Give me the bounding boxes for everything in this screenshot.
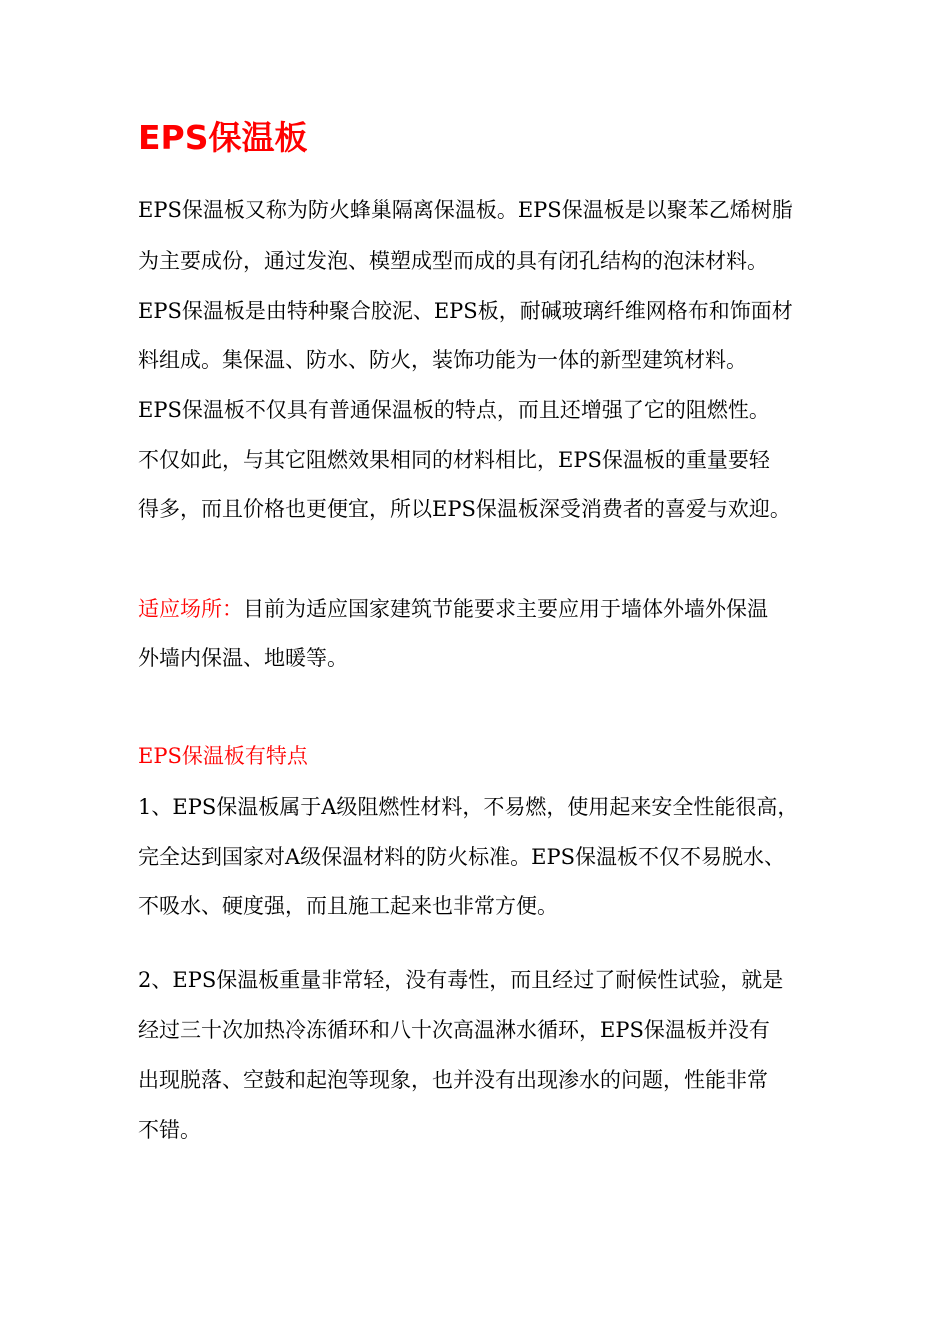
feature-1-line: 不吸水、硬度强，而且施工起来也非常方便。 — [138, 894, 558, 918]
usage-text: 目前为适应国家建筑节能要求主要应用于墙体外墙外保温 — [243, 597, 768, 621]
intro-line: EPS保温板不仅具有普通保温板的特点，而且还增强了它的阻燃性。 — [138, 398, 770, 422]
usage-label: 适应场所： — [138, 597, 243, 621]
intro-line: 料组成。集保温、防水、防火，装饰功能为一体的新型建筑材料。 — [138, 348, 747, 372]
intro-line: 得多，而且价格也更便宜，所以EPS保温板深受消费者的喜爱与欢迎。 — [138, 497, 791, 521]
intro-line: EPS保温板又称为防火蜂巢隔离保温板。EPS保温板是以聚苯乙烯树脂 — [138, 198, 793, 222]
feature-2-line: 经过三十次加热冷冻循环和八十次高温淋水循环，EPS保温板并没有 — [138, 1018, 770, 1042]
intro-line: 为主要成份，通过发泡、模塑成型而成的具有闭孔结构的泡沫材料。 — [138, 249, 768, 273]
document-title: EPS保温板 — [138, 118, 308, 157]
usage-line: 外墙内保温、地暖等。 — [138, 646, 348, 670]
feature-2-line: 不错。 — [138, 1118, 201, 1142]
usage-paragraph — [138, 594, 828, 624]
intro-line: EPS保温板是由特种聚合胶泥、EPS板，耐碱玻璃纤维网格布和饰面材 — [138, 299, 793, 323]
features-heading: EPS保温板有特点 — [138, 744, 308, 768]
intro-line: 不仅如此，与其它阻燃效果相同的材料相比，EPS保温板的重量要轻 — [138, 448, 770, 472]
feature-2-line: 2、EPS保温板重量非常轻，没有毒性，而且经过了耐候性试验，就是 — [138, 968, 784, 992]
feature-1-line: 1、EPS保温板属于A级阻燃性材料，不易燃，使用起来安全性能很高， — [138, 795, 799, 819]
feature-1-line: 完全达到国家对A级保温材料的防火标准。EPS保温板不仅不易脱水、 — [138, 845, 786, 869]
feature-2-line: 出现脱落、空鼓和起泡等现象，也并没有出现渗水的问题，性能非常 — [138, 1068, 768, 1092]
